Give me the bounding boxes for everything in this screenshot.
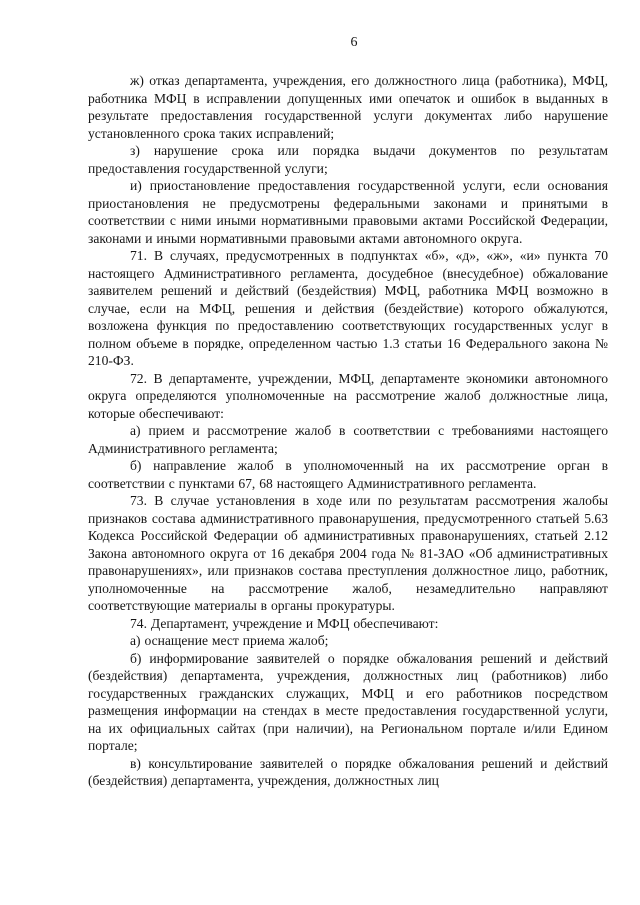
paragraph-72-b: б) направление жалоб в уполномоченный на их рассмотрение орган в соответствии с пунктами 67, 68 настоящего Административного регламента. xyxy=(88,458,608,491)
paragraph-z: з) нарушение срока или порядка выдачи документов по результатам предоставления государственной услуги; xyxy=(88,143,608,176)
paragraph-74: 74. Департамент, учреждение и МФЦ обеспечивают: xyxy=(130,615,439,631)
document-page xyxy=(88,34,608,790)
paragraph-71: 71. В случаях, предусмотренных в подпунктах «б», «д», «ж», «и» пункта 70 настоящего Административного регламента, досудебное (внесудебное) обжалование заявителем решений и действий (бездействия) МФЦ, работника МФЦ возможно в случае, если на МФЦ, решения и действия (бездействие) которого обжалуются, возложена функция по предоставлению соответствующих государственных услуг в полном объеме в порядке, определенном частью 1.3 статьи 16 Федерального закона № 210-ФЗ. xyxy=(88,248,608,368)
paragraph-zh: ж) отказ департамента, учреждения, его должностного лица (работника), МФЦ, работника МФЦ в исправлении допущенных ими опечаток и ошибок в выданных в результате предоставления государственной услуги документах либо нарушение установленного срока таких исправлений; xyxy=(88,73,608,141)
paragraph-74-v: в) консультирование заявителей о порядке обжалования решений и действий (бездействия) департамента, учреждения, должностных лиц xyxy=(88,755,608,788)
page-number: 6 xyxy=(350,35,358,50)
paragraph-72: 72. В департаменте, учреждении, МФЦ, департаменте экономики автономного округа определяются уполномоченные на рассмотрение жалоб должностные лица, которые обеспечивают: xyxy=(88,370,608,421)
paragraph-73: 73. В случае установления в ходе или по результатам рассмотрения жалобы признаков состава административного правонарушения, предусмотренного статьей 5.63 Кодекса Российской Федерации об административных правонарушениях, статьей 2.12 Закона автономного округа от 16 декабря 2004 года № 81-ЗАО «Об административных правонарушениях», или признаков состава преступления должностное лицо, работник, уполномоченные на рассмотрение жалоб, незамедлительно направляют соответствующие материалы в органы прокуратуры. xyxy=(88,493,608,613)
paragraph-74-a: а) оснащение мест приема жалоб; xyxy=(130,633,329,648)
paragraph-i: и) приостановление предоставления государственной услуги, если основания приостановления не предусмотрены федеральными законами и принятыми в соответствии с ними иными нормативными правовыми актами Российской Федерации, законами и иными нормативными правовыми актами автономного округа. xyxy=(88,178,608,246)
paragraph-74-b: б) информирование заявителей о порядке обжалования решений и действий (бездействия) департамента, учреждения, должностных лиц (работников) либо государственных гражданских служащих, МФЦ и его работников посредством размещения информации на стендах в месте предоставления государственной услуги, на их официальных сайтах (при наличии), на Региональном портале и/или Едином портале; xyxy=(88,650,608,753)
paragraph-72-a: а) прием и рассмотрение жалоб в соответствии с требованиями настоящего Административного регламента; xyxy=(88,423,608,456)
